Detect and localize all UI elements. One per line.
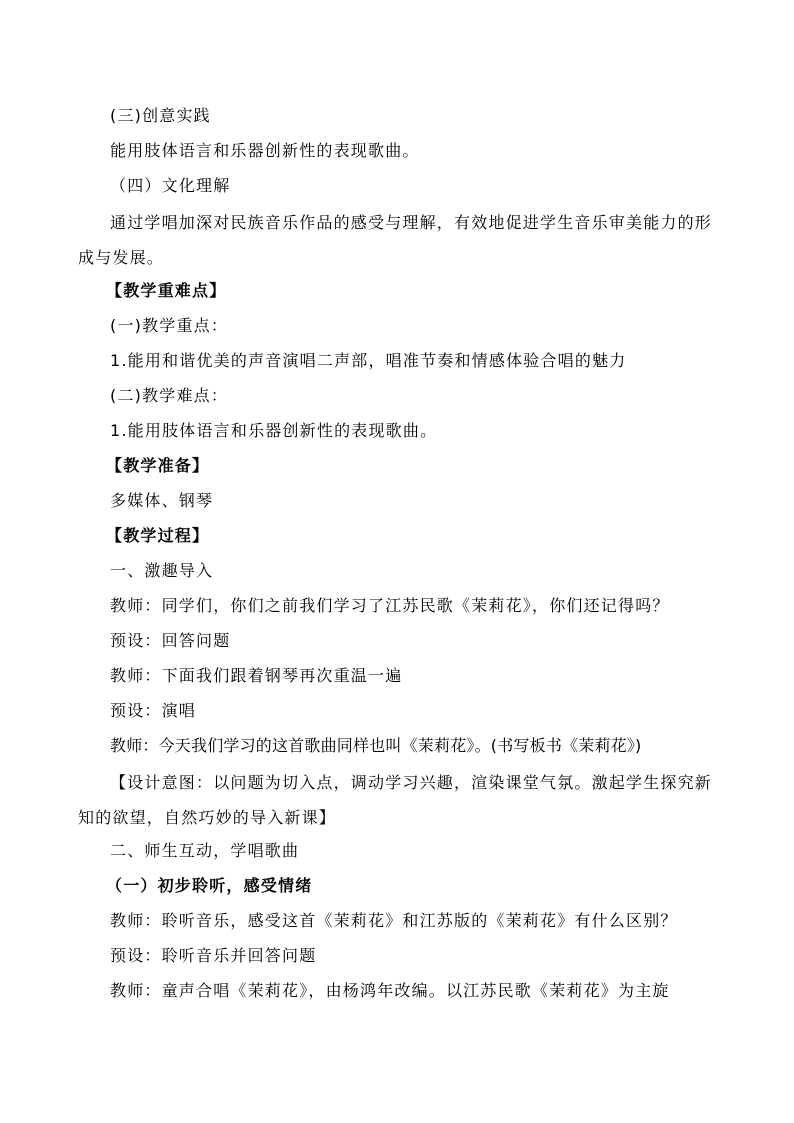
section-creative-practice: (三)创意实践 — [110, 106, 211, 125]
section-cultural-understanding: （四）文化理解 — [110, 176, 231, 195]
design-intent-note: 【设计意图：以问题为切入点，调动学习兴趣，渲染课堂气氛。激起学生探究新知的欲望，自然巧妙的导入新课】 — [78, 773, 713, 827]
paragraph: 多媒体、钢琴 — [110, 491, 214, 510]
paragraph: 通过学唱加深对民族音乐作品的感受与理解，有效地促进学生音乐审美能力的形成与发展。 — [78, 213, 713, 267]
subheading-key-points: (一)教学重点： — [110, 316, 229, 335]
subheading-difficult-points: (二)教学难点： — [110, 386, 229, 405]
heading-key-difficult-points: 【教学重难点】 — [106, 281, 227, 300]
dialogue-line: 教师：聆听音乐，感受这首《茉莉花》和江苏版的《茉莉花》有什么区别？ — [110, 911, 678, 930]
dialogue-line: 教师：同学们，你们之前我们学习了江苏民歌《茉莉花》，你们还记得吗？ — [110, 596, 670, 615]
list-item: 1.能用和谐优美的声音演唱二声部，唱准节奏和情感体验合唱的魅力 — [110, 351, 627, 370]
heading-teaching-preparation: 【教学准备】 — [106, 456, 210, 475]
paragraph: 能用肢体语言和乐器创新性的表现歌曲。 — [110, 141, 420, 160]
subheading-initial-listening: （一）初步聆听，感受情绪 — [106, 876, 313, 895]
list-item: 1.能用肢体语言和乐器创新性的表现歌曲。 — [110, 421, 438, 440]
dialogue-line: 教师：下面我们跟着钢琴再次重温一遍 — [110, 666, 403, 685]
dialogue-line: 教师：童声合唱《茉莉花》，由杨鸿年改编。以江苏民歌《茉莉花》为主旋 — [110, 981, 670, 1000]
section-introduction: 一、激趣导入 — [110, 561, 214, 580]
dialogue-line: 教师：今天我们学习的这首歌曲同样也叫《茉莉花》。(书写板书《茉莉花》) — [110, 736, 642, 755]
dialogue-line: 预设：聆听音乐并回答问题 — [110, 946, 317, 965]
heading-teaching-process: 【教学过程】 — [106, 526, 210, 545]
section-interaction: 二、师生互动，学唱歌曲 — [110, 841, 300, 860]
dialogue-line: 预设：回答问题 — [110, 631, 231, 650]
dialogue-line: 预设：演唱 — [110, 701, 197, 720]
